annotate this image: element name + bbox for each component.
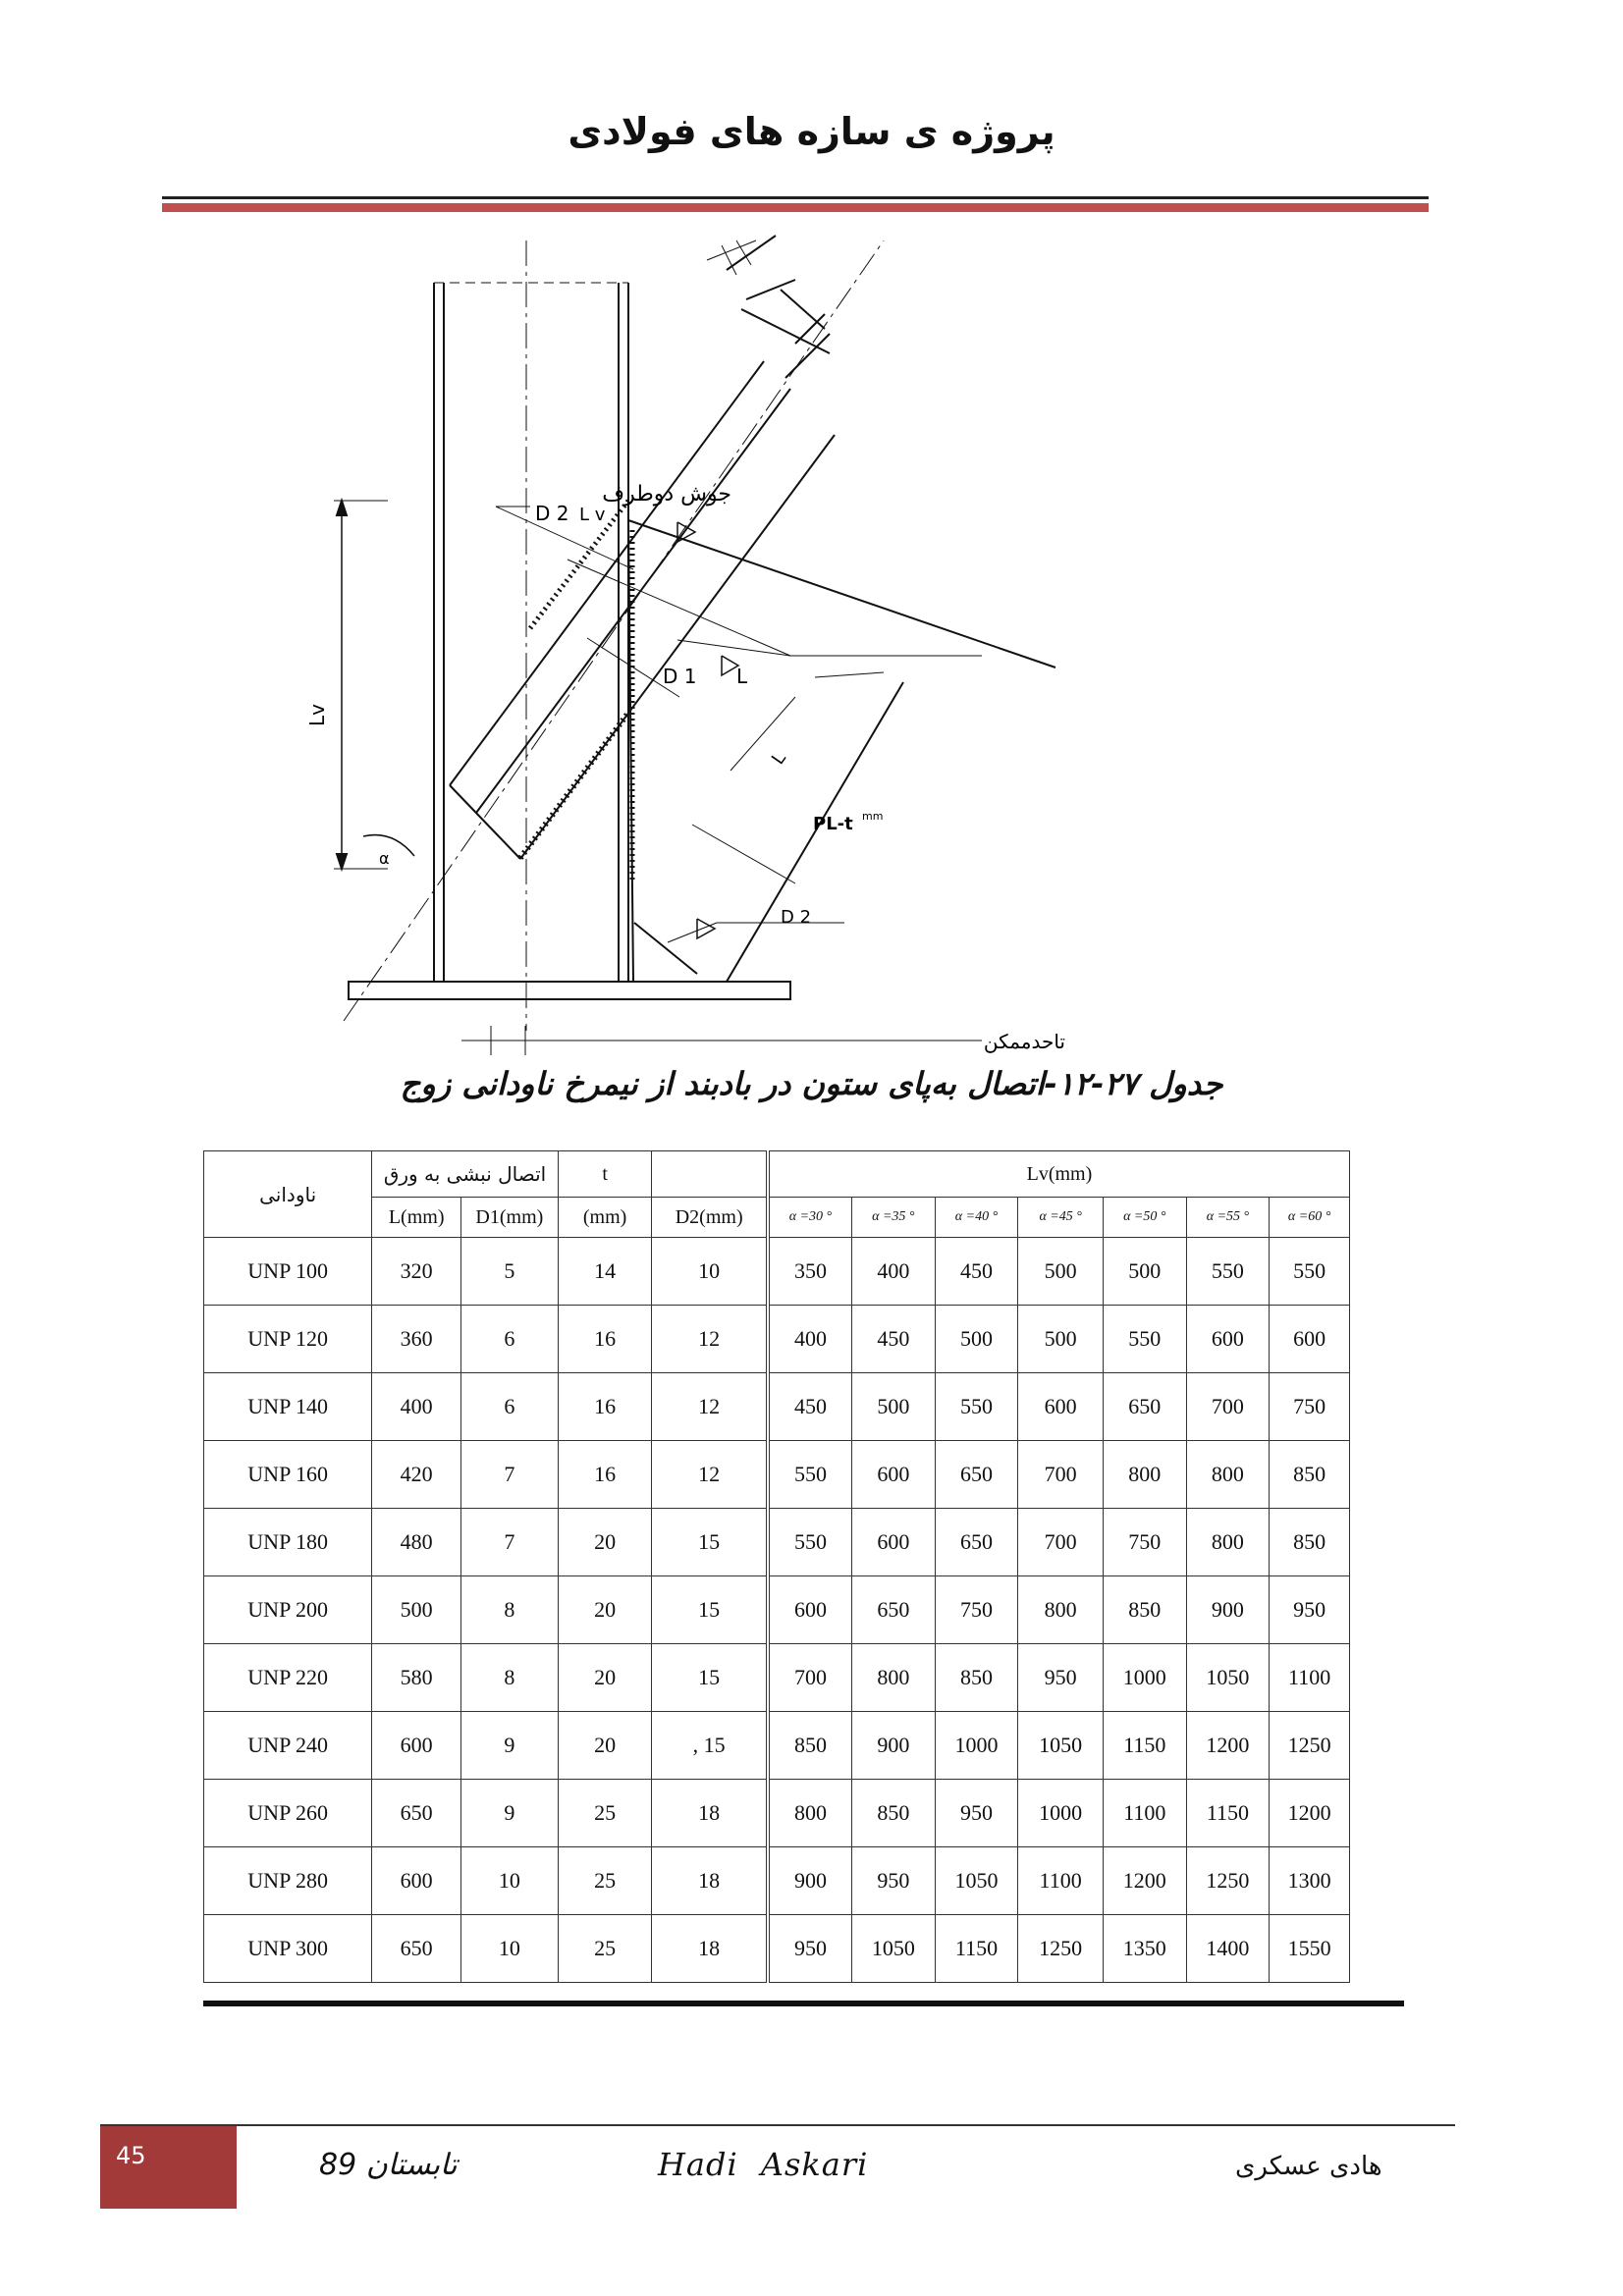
table-cell: 14 — [558, 1238, 652, 1306]
table-cell: 16 — [558, 1441, 652, 1509]
table-cell: 800 — [1018, 1576, 1104, 1644]
table-cell: 650 — [935, 1509, 1018, 1576]
table-cell: 20 — [558, 1712, 652, 1780]
table-cell: 850 — [1270, 1509, 1350, 1576]
table-cell: 700 — [1186, 1373, 1270, 1441]
table-cell: 750 — [935, 1576, 1018, 1644]
table-cell: 800 — [1186, 1509, 1270, 1576]
table-cell: 8 — [461, 1576, 559, 1644]
header-angle: α =45 ° — [1018, 1198, 1104, 1238]
table-cell: 700 — [1018, 1441, 1104, 1509]
table-cell: 10 — [461, 1915, 559, 1983]
table-cell: 7 — [461, 1441, 559, 1509]
pl-label: PL-t — [813, 814, 853, 834]
table-cell: 1350 — [1103, 1915, 1186, 1983]
table-cell: 7 — [461, 1509, 559, 1576]
table-row — [204, 1644, 1350, 1712]
unp-connection-table — [203, 1150, 1350, 1983]
table-cell: 400 — [372, 1373, 461, 1441]
header-angle-group: اتصال نبشی به ورق — [372, 1151, 558, 1198]
table-row — [204, 1306, 1350, 1373]
table-cell: 550 — [1103, 1306, 1186, 1373]
table-row — [204, 1780, 1350, 1847]
cell-section: UNP 280 — [204, 1847, 372, 1915]
cell-section: UNP 220 — [204, 1644, 372, 1712]
table-cell: 1000 — [1103, 1644, 1186, 1712]
table-cell: 1300 — [1270, 1847, 1350, 1915]
header-angle: α =40 ° — [935, 1198, 1018, 1238]
table-cell: 850 — [1270, 1441, 1350, 1509]
table-cell: 18 — [652, 1780, 768, 1847]
table-cell: 20 — [558, 1509, 652, 1576]
table-cell: 850 — [935, 1644, 1018, 1712]
table-cell: 950 — [768, 1915, 852, 1983]
page-header-title: پروژه ی سازه های فولادی — [568, 110, 1055, 153]
table-row — [204, 1712, 1350, 1780]
table-cell: 900 — [852, 1712, 936, 1780]
table-cell: 15 — [652, 1576, 768, 1644]
table-cell: 20 — [558, 1644, 652, 1712]
table-cell: 850 — [768, 1712, 852, 1780]
table-cell: 850 — [1103, 1576, 1186, 1644]
table-cell: 600 — [372, 1847, 461, 1915]
table-cell: 600 — [372, 1712, 461, 1780]
page-number: 45 — [116, 2142, 146, 2169]
table-row — [204, 1576, 1350, 1644]
footer-author-fa: هادی عسکری — [1235, 2152, 1382, 2181]
table-cell: 20 — [558, 1576, 652, 1644]
lv-small-label: L v — [579, 505, 606, 525]
cell-section: UNP 240 — [204, 1712, 372, 1780]
table-cell: 580 — [372, 1644, 461, 1712]
table-bottom-rule — [203, 2001, 1404, 2006]
table-cell: 5 — [461, 1238, 559, 1306]
table-cell: 600 — [852, 1441, 936, 1509]
table-row — [204, 1509, 1350, 1576]
table-cell: 450 — [768, 1373, 852, 1441]
table-cell: 1250 — [1018, 1915, 1104, 1983]
as-possible-label: تاحدممکن — [983, 1030, 1065, 1053]
table-cell: 550 — [1186, 1238, 1270, 1306]
header-rule-thin — [162, 196, 1429, 199]
table-cell: 500 — [852, 1373, 936, 1441]
table-cell: 500 — [1103, 1238, 1186, 1306]
header-rule-red — [162, 203, 1429, 212]
header-t-mm: (mm) — [558, 1198, 652, 1238]
cell-section: UNP 200 — [204, 1576, 372, 1644]
table-cell: 800 — [1186, 1441, 1270, 1509]
table-cell: 25 — [558, 1780, 652, 1847]
table-cell: 900 — [768, 1847, 852, 1915]
table-row — [204, 1847, 1350, 1915]
table-cell: 750 — [1103, 1509, 1186, 1576]
table-row — [204, 1915, 1350, 1983]
header-angle: α =55 ° — [1186, 1198, 1270, 1238]
table-cell: 500 — [1018, 1238, 1104, 1306]
table-cell: 400 — [852, 1238, 936, 1306]
table-cell: 1250 — [1270, 1712, 1350, 1780]
table-cell: 1150 — [1186, 1780, 1270, 1847]
cell-section: UNP 180 — [204, 1509, 372, 1576]
table-cell: 1000 — [1018, 1780, 1104, 1847]
table-cell: 1200 — [1103, 1847, 1186, 1915]
table-cell: 15 — [652, 1644, 768, 1712]
table-cell: 550 — [1270, 1238, 1350, 1306]
header-l-mm: L(mm) — [372, 1198, 461, 1238]
table-cell: 550 — [935, 1373, 1018, 1441]
cell-section: UNP 120 — [204, 1306, 372, 1373]
table-cell: 18 — [652, 1847, 768, 1915]
lv-dimension-label: Lv — [305, 704, 329, 726]
table-cell: 9 — [461, 1780, 559, 1847]
table-cell: 1150 — [1103, 1712, 1186, 1780]
table-cell: 800 — [852, 1644, 936, 1712]
table-cell: 1150 — [935, 1915, 1018, 1983]
header-d2-mm: D2(mm) — [652, 1198, 768, 1238]
table-cell: 6 — [461, 1373, 559, 1441]
table-cell: 25 — [558, 1847, 652, 1915]
table-cell: 950 — [1270, 1576, 1350, 1644]
table-cell: 360 — [372, 1306, 461, 1373]
table-row — [204, 1238, 1350, 1306]
table-cell: 500 — [935, 1306, 1018, 1373]
table-cell: 1200 — [1270, 1780, 1350, 1847]
weld-both-sides-label: جوش دوطرف — [602, 482, 731, 507]
table-cell: 500 — [372, 1576, 461, 1644]
table-cell: 600 — [852, 1509, 936, 1576]
footer-author-en: Hadi Askari — [658, 2146, 869, 2183]
table-cell: 480 — [372, 1509, 461, 1576]
table-cell: 1050 — [852, 1915, 936, 1983]
table-cell: 1100 — [1103, 1780, 1186, 1847]
table-cell: 550 — [768, 1441, 852, 1509]
table-cell: 1550 — [1270, 1915, 1350, 1983]
table-cell: 650 — [1103, 1373, 1186, 1441]
footer-rule — [100, 2124, 1455, 2126]
table-cell: 950 — [1018, 1644, 1104, 1712]
diagonal-l-label: L — [767, 748, 790, 769]
table-cell: 18 — [652, 1915, 768, 1983]
table-cell: 450 — [935, 1238, 1018, 1306]
table-cell: 1200 — [1186, 1712, 1270, 1780]
table-cell: 12 — [652, 1441, 768, 1509]
table-cell: 10 — [461, 1847, 559, 1915]
header-d1-mm: D1(mm) — [461, 1198, 559, 1238]
table-cell: 420 — [372, 1441, 461, 1509]
table-cell: 600 — [1270, 1306, 1350, 1373]
cell-section: UNP 260 — [204, 1780, 372, 1847]
table-cell: 750 — [1270, 1373, 1350, 1441]
table-cell: 950 — [935, 1780, 1018, 1847]
table-cell: 15 — [652, 1509, 768, 1576]
table-cell: 1050 — [935, 1847, 1018, 1915]
table-cell: 1100 — [1018, 1847, 1104, 1915]
cell-section: UNP 160 — [204, 1441, 372, 1509]
table-cell: 350 — [768, 1238, 852, 1306]
table-cell: 550 — [768, 1509, 852, 1576]
table-cell: 650 — [372, 1915, 461, 1983]
d2-bottom-label: D 2 — [781, 907, 812, 928]
table-cell: 850 — [852, 1780, 936, 1847]
header-angle: α =30 ° — [768, 1198, 852, 1238]
table-cell: 10 — [652, 1238, 768, 1306]
footer-season: تابستان 89 — [319, 2148, 458, 2182]
table-cell: 800 — [768, 1780, 852, 1847]
header-angle: α =35 ° — [852, 1198, 936, 1238]
table-cell: 500 — [1018, 1306, 1104, 1373]
table-cell: 1050 — [1018, 1712, 1104, 1780]
table-cell: 16 — [558, 1306, 652, 1373]
table-cell: 9 — [461, 1712, 559, 1780]
table-cell: , 15 — [652, 1712, 768, 1780]
table-caption: جدول ۲۷-۱۲-اتصال به‌پای ستون در بادبند از نیمرخ ناودانی زوج — [400, 1065, 1223, 1102]
table-cell: 25 — [558, 1915, 652, 1983]
table-cell: 600 — [768, 1576, 852, 1644]
table-cell: 12 — [652, 1373, 768, 1441]
table-cell: 8 — [461, 1644, 559, 1712]
pl-mm-label: mm — [862, 810, 884, 823]
header-t: t — [558, 1151, 652, 1198]
table-cell: 800 — [1103, 1441, 1186, 1509]
table-cell: 1250 — [1186, 1847, 1270, 1915]
table-cell: 400 — [768, 1306, 852, 1373]
table-cell: 1100 — [1270, 1644, 1350, 1712]
table-cell: 450 — [852, 1306, 936, 1373]
header-angle: α =50 ° — [1103, 1198, 1186, 1238]
table-row — [204, 1373, 1350, 1441]
alpha-label: α — [379, 849, 390, 868]
header-lv: Lv(mm) — [768, 1151, 1350, 1198]
cell-section: UNP 140 — [204, 1373, 372, 1441]
table-cell: 650 — [852, 1576, 936, 1644]
table-cell: 6 — [461, 1306, 559, 1373]
header-blank — [652, 1151, 768, 1198]
table-cell: 700 — [1018, 1509, 1104, 1576]
table-cell: 700 — [768, 1644, 852, 1712]
table-cell: 600 — [1186, 1306, 1270, 1373]
d1-label: D 1 — [663, 665, 697, 688]
table-cell: 900 — [1186, 1576, 1270, 1644]
table-cell: 16 — [558, 1373, 652, 1441]
table-body — [204, 1238, 1350, 1983]
table-cell: 950 — [852, 1847, 936, 1915]
table-row — [204, 1441, 1350, 1509]
l-label: L — [736, 665, 748, 688]
table-cell: 1050 — [1186, 1644, 1270, 1712]
table-cell: 320 — [372, 1238, 461, 1306]
cell-section: UNP 100 — [204, 1238, 372, 1306]
table-cell: 650 — [935, 1441, 1018, 1509]
header-channel: ناودانی — [204, 1151, 372, 1238]
header-angle: α =60 ° — [1270, 1198, 1350, 1238]
table-cell: 1400 — [1186, 1915, 1270, 1983]
connection-detail-drawing — [305, 236, 1237, 1060]
table-cell: 1000 — [935, 1712, 1018, 1780]
cell-section: UNP 300 — [204, 1915, 372, 1983]
table-cell: 12 — [652, 1306, 768, 1373]
table-cell: 600 — [1018, 1373, 1104, 1441]
table-cell: 650 — [372, 1780, 461, 1847]
d2-lv-label: D 2 — [535, 502, 569, 525]
